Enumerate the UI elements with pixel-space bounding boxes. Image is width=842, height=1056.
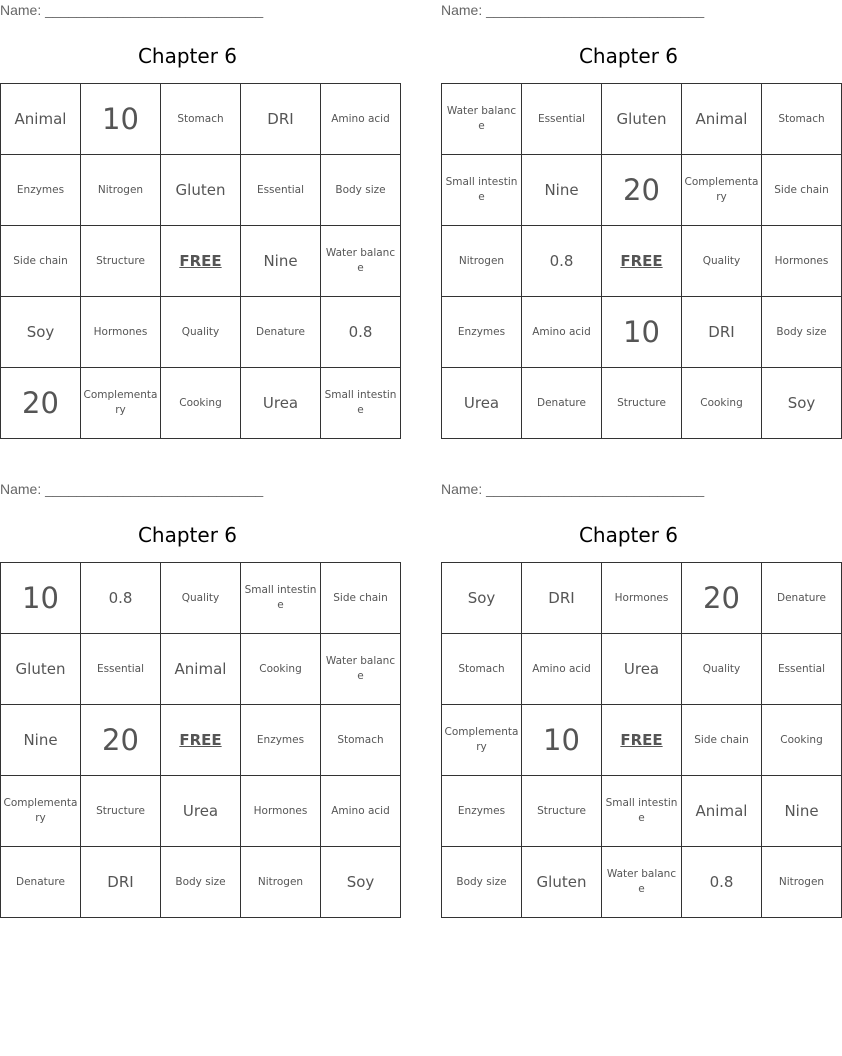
bingo-cell: 10 <box>1 563 81 634</box>
bingo-cell: Water balance <box>321 226 401 297</box>
bingo-cell: Side chain <box>321 563 401 634</box>
bingo-cell: 10 <box>522 705 602 776</box>
bingo-cell: Hormones <box>762 226 842 297</box>
bingo-grid <box>0 83 401 439</box>
bingo-cell: Enzymes <box>442 297 522 368</box>
bingo-row <box>442 705 842 776</box>
bingo-row <box>1 155 401 226</box>
bingo-cell: Animal <box>161 634 241 705</box>
bingo-cell: Urea <box>161 776 241 847</box>
bingo-row <box>442 368 842 439</box>
bingo-cell: Gluten <box>602 84 682 155</box>
bingo-cell: Urea <box>442 368 522 439</box>
bingo-cell: DRI <box>682 297 762 368</box>
bingo-cell: Soy <box>762 368 842 439</box>
name-field-label: Name: ____________________________ <box>441 481 705 497</box>
bingo-cell: Denature <box>241 297 321 368</box>
bingo-cell: Enzymes <box>442 776 522 847</box>
bingo-cell: Cooking <box>762 705 842 776</box>
bingo-cell: Small intestine <box>602 776 682 847</box>
bingo-cell: Animal <box>682 776 762 847</box>
bingo-cell: Denature <box>522 368 602 439</box>
bingo-grid <box>441 562 842 918</box>
bingo-cell: 10 <box>81 84 161 155</box>
bingo-cell: Nine <box>522 155 602 226</box>
free-space-cell: FREE <box>161 226 241 297</box>
bingo-cell: Gluten <box>522 847 602 918</box>
bingo-row <box>1 297 401 368</box>
bingo-cell: Small intestine <box>442 155 522 226</box>
bingo-cell: Gluten <box>161 155 241 226</box>
bingo-row <box>1 634 401 705</box>
bingo-cell: Amino acid <box>522 634 602 705</box>
bingo-cell: Nine <box>762 776 842 847</box>
name-field-label: Name: ____________________________ <box>0 481 264 497</box>
bingo-cell: Essential <box>81 634 161 705</box>
bingo-cell: Amino acid <box>522 297 602 368</box>
free-space-cell: FREE <box>602 226 682 297</box>
bingo-cell: 0.8 <box>682 847 762 918</box>
bingo-cell: Body size <box>762 297 842 368</box>
bingo-cell: Structure <box>522 776 602 847</box>
bingo-row <box>1 776 401 847</box>
bingo-cell: 0.8 <box>81 563 161 634</box>
bingo-cell: Denature <box>1 847 81 918</box>
card-title: Chapter 6 <box>137 523 238 547</box>
card-title: Chapter 6 <box>578 523 679 547</box>
bingo-cell: Structure <box>81 776 161 847</box>
name-field-label: Name: ____________________________ <box>441 2 705 18</box>
bingo-cell: Side chain <box>682 705 762 776</box>
bingo-cell: 20 <box>682 563 762 634</box>
bingo-cell: Complementary <box>1 776 81 847</box>
bingo-cell: DRI <box>241 84 321 155</box>
bingo-cell: Hormones <box>602 563 682 634</box>
bingo-cell: Animal <box>682 84 762 155</box>
bingo-cell: Water balance <box>602 847 682 918</box>
bingo-cell: Water balance <box>442 84 522 155</box>
bingo-cell: Gluten <box>1 634 81 705</box>
bingo-cell: Enzymes <box>241 705 321 776</box>
bingo-cell: DRI <box>522 563 602 634</box>
bingo-cell: 0.8 <box>321 297 401 368</box>
bingo-cell: Cooking <box>241 634 321 705</box>
bingo-cell: Quality <box>161 563 241 634</box>
bingo-row <box>442 297 842 368</box>
bingo-cell: Enzymes <box>1 155 81 226</box>
bingo-row <box>442 634 842 705</box>
bingo-row <box>1 226 401 297</box>
bingo-cell: 20 <box>602 155 682 226</box>
bingo-cell: Denature <box>762 563 842 634</box>
bingo-cell: Quality <box>682 634 762 705</box>
bingo-row <box>442 563 842 634</box>
bingo-cell: Nine <box>1 705 81 776</box>
bingo-cell: Quality <box>161 297 241 368</box>
bingo-cell: Body size <box>321 155 401 226</box>
bingo-row <box>442 155 842 226</box>
free-space-cell: FREE <box>161 705 241 776</box>
bingo-cell: Hormones <box>81 297 161 368</box>
bingo-cell: Complementary <box>682 155 762 226</box>
bingo-cell: Body size <box>161 847 241 918</box>
bingo-cell: Small intestine <box>321 368 401 439</box>
bingo-cell: Nitrogen <box>241 847 321 918</box>
bingo-grid <box>0 562 401 918</box>
bingo-cell: Soy <box>442 563 522 634</box>
bingo-cell: Nitrogen <box>81 155 161 226</box>
bingo-cell: Urea <box>241 368 321 439</box>
bingo-cell: Urea <box>602 634 682 705</box>
bingo-cell: Animal <box>1 84 81 155</box>
bingo-row <box>1 84 401 155</box>
card-title: Chapter 6 <box>137 44 238 68</box>
bingo-row <box>1 705 401 776</box>
bingo-row <box>1 368 401 439</box>
bingo-row <box>442 847 842 918</box>
free-space-cell: FREE <box>602 705 682 776</box>
bingo-cell: Nitrogen <box>442 226 522 297</box>
bingo-cell: Small intestine <box>241 563 321 634</box>
bingo-cell: Stomach <box>161 84 241 155</box>
bingo-cell: 10 <box>602 297 682 368</box>
bingo-cell: Hormones <box>241 776 321 847</box>
bingo-cell: 20 <box>1 368 81 439</box>
name-field-label: Name: ____________________________ <box>0 2 264 18</box>
bingo-cell: Cooking <box>682 368 762 439</box>
bingo-cell: Cooking <box>161 368 241 439</box>
bingo-cell: Amino acid <box>321 776 401 847</box>
bingo-cell: Nitrogen <box>762 847 842 918</box>
bingo-cell: 0.8 <box>522 226 602 297</box>
bingo-cell: Essential <box>522 84 602 155</box>
bingo-cell: Amino acid <box>321 84 401 155</box>
bingo-row <box>442 84 842 155</box>
bingo-cell: Nine <box>241 226 321 297</box>
bingo-cell: Structure <box>81 226 161 297</box>
bingo-row <box>442 776 842 847</box>
bingo-cell: Side chain <box>1 226 81 297</box>
bingo-cell: Body size <box>442 847 522 918</box>
bingo-cell: Quality <box>682 226 762 297</box>
bingo-cell: Soy <box>1 297 81 368</box>
bingo-grid <box>441 83 842 439</box>
bingo-cell: Soy <box>321 847 401 918</box>
bingo-cell: Side chain <box>762 155 842 226</box>
bingo-cell: DRI <box>81 847 161 918</box>
bingo-cell: Stomach <box>321 705 401 776</box>
bingo-cell: Complementary <box>442 705 522 776</box>
bingo-cell: Essential <box>762 634 842 705</box>
bingo-row <box>442 226 842 297</box>
bingo-cell: Structure <box>602 368 682 439</box>
bingo-cell: Complementary <box>81 368 161 439</box>
card-title: Chapter 6 <box>578 44 679 68</box>
bingo-row <box>1 847 401 918</box>
bingo-cell: Stomach <box>442 634 522 705</box>
bingo-cell: Essential <box>241 155 321 226</box>
bingo-row <box>1 563 401 634</box>
bingo-cell: 20 <box>81 705 161 776</box>
bingo-cell: Stomach <box>762 84 842 155</box>
bingo-cell: Water balance <box>321 634 401 705</box>
